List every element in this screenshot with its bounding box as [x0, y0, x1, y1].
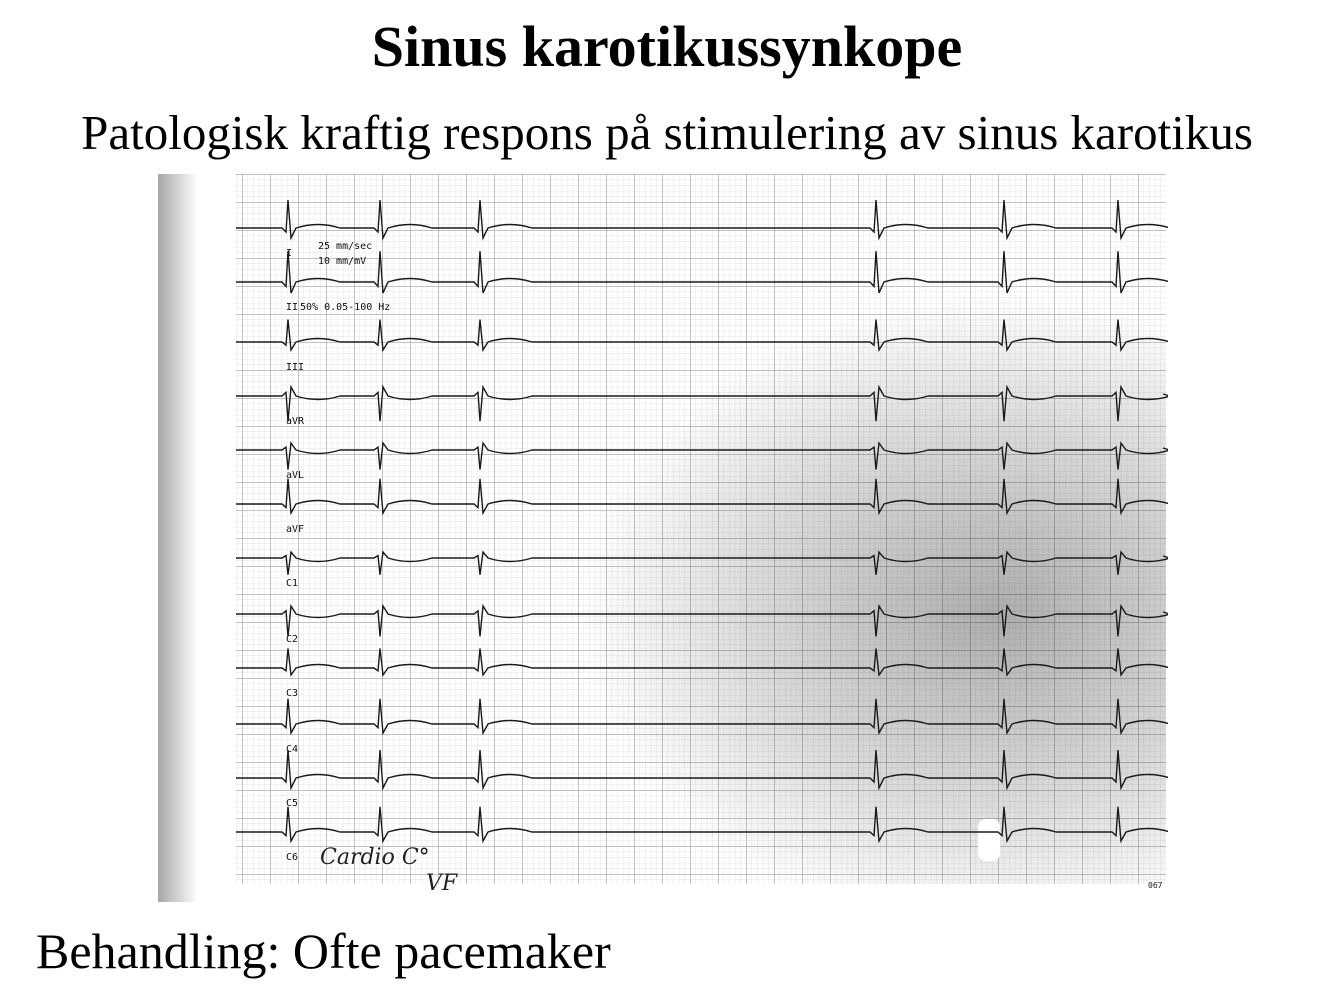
- slide-title: Sinus karotikussynkope: [371, 14, 963, 79]
- lead-label-iii: III: [286, 362, 305, 373]
- copy-edge-shadow: [158, 174, 198, 902]
- slide-footer: Behandling: Ofte pacemaker: [36, 923, 611, 979]
- lead-label-ii: II: [286, 302, 299, 313]
- lead-label-avf: aVF: [286, 524, 305, 535]
- page-number: 067: [1148, 881, 1163, 890]
- ecg-strip: [158, 174, 1168, 902]
- lead-label-avl: aVL: [286, 470, 305, 481]
- lead-label-c6: C6: [286, 852, 299, 863]
- ecg-image: [158, 174, 1168, 902]
- lead-label-i: I: [286, 248, 293, 259]
- lead-label-avr: aVR: [286, 416, 305, 427]
- lead-label-c3: C3: [286, 688, 299, 699]
- lead-label-c2: C2: [286, 634, 299, 645]
- gain-label: 10 mm/mV: [318, 256, 367, 267]
- lead-label-c1: C1: [286, 578, 299, 589]
- slide-subtitle: Patologisk kraftig respons på stimulering av sinus karotikus: [81, 105, 1253, 160]
- punch-hole: [978, 819, 1000, 861]
- handwritten-note: Cardio C°: [320, 845, 430, 870]
- filter-label: 50% 0.05-100 Hz: [300, 302, 391, 313]
- handwritten-note-2: VF: [426, 871, 458, 896]
- lead-label-c4: C4: [286, 744, 299, 755]
- lead-label-c5: C5: [286, 798, 299, 809]
- speed-label: 25 mm/sec: [318, 241, 373, 252]
